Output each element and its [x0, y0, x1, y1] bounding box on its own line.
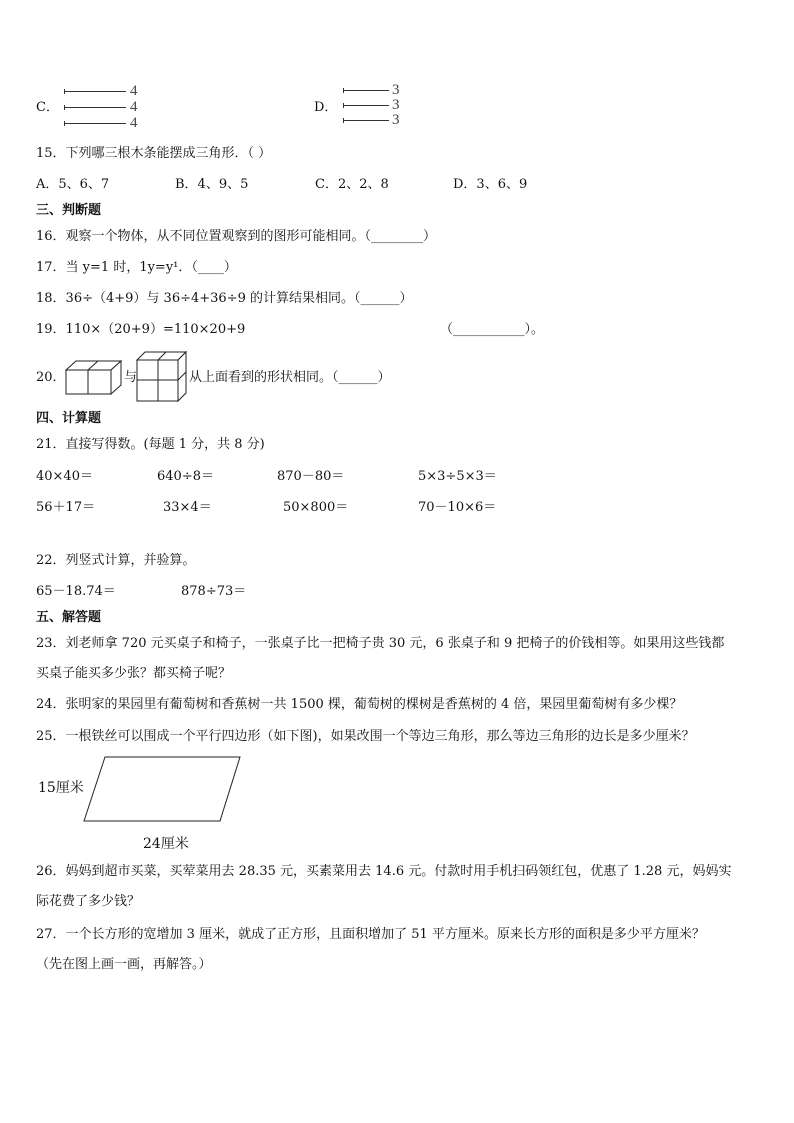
stick-end — [64, 105, 65, 110]
stick-end — [343, 118, 344, 123]
option-c-label: C． — [36, 100, 59, 115]
question-18: 18．36÷（4+9）与 36÷4+36÷9 的计算结果相同。（______） — [36, 291, 413, 306]
section-title-calculation: 四、计算题 — [36, 411, 102, 426]
stick-end — [343, 103, 344, 108]
question-16: 16．观察一个物体，从不同位置观察到的图形可能相同。（________） — [36, 229, 437, 244]
side-length-label: 15厘米 — [38, 780, 84, 796]
question-23-line2: 买桌子能买多少张？都买椅子呢？ — [36, 666, 232, 681]
calc-item: 870－80＝ — [277, 469, 345, 484]
question-22: 22．列竖式计算，并验算。 — [36, 553, 196, 568]
calc-item: 40×40＝ — [36, 469, 93, 484]
question-27-line2: （先在图上画一画，再解答。） — [36, 957, 212, 972]
option-d: D．3、6、9 — [453, 177, 528, 192]
calc-item: 65－18.74＝ — [36, 584, 116, 599]
stick-end — [343, 88, 344, 93]
question-21: 21．直接写得数。(每题 1 分，共 8 分) — [36, 437, 265, 452]
option-d-label: D． — [314, 100, 338, 115]
option-b: B．4、9、5 — [175, 177, 249, 192]
stick — [343, 105, 389, 106]
calc-item: 70－10×6＝ — [418, 500, 497, 515]
calc-item: 878÷73＝ — [181, 584, 247, 599]
calc-item: 5×3÷5×3＝ — [418, 469, 497, 484]
stick-end — [64, 89, 65, 94]
calc-item: 33×4＝ — [163, 500, 212, 515]
stick — [64, 107, 126, 108]
question-20-and: 与 — [124, 370, 138, 385]
stick-length: 4 — [130, 115, 138, 131]
calc-item: 56＋17＝ — [36, 500, 96, 515]
section-title-judgement: 三、判断题 — [36, 203, 102, 218]
stick-length: 4 — [130, 83, 138, 99]
stick — [64, 123, 126, 124]
stick — [343, 90, 389, 91]
stick — [64, 91, 126, 92]
question-20: 从上面看到的形状相同。（______） — [189, 370, 391, 385]
calc-item: 50×800＝ — [283, 500, 349, 515]
stick-length: 3 — [392, 97, 400, 113]
stick-length: 4 — [130, 99, 138, 115]
question-26-line1: 26．妈妈到超市买菜，买荤菜用去 28.35 元，买素菜用去 14.6 元。付款时用手机扫码领红包，优惠了 1.28 元，妈妈实 — [36, 864, 732, 879]
question-19-blank: （___________）。 — [440, 322, 545, 337]
option-c: C．2、2、8 — [315, 177, 389, 192]
section-title-word-problems: 五、解答题 — [36, 610, 102, 625]
parallelogram — [80, 755, 245, 825]
question-25: 25．一根铁丝可以围成一个平行四边形（如下图)，如果改围一个等边三角形，那么等边三角形的边长是多少厘米？ — [36, 729, 695, 744]
question-24: 24．张明家的果园里有葡萄树和香蕉树一共 1500 棵，葡萄树的棵树是香蕉树的 4 倍，果园里葡萄树有多少棵？ — [36, 697, 683, 712]
stick-length: 3 — [392, 82, 400, 98]
question-15: 15．下列哪三根木条能摆成三角形．（ ） — [36, 146, 272, 161]
cube-drawing — [65, 360, 123, 396]
option-a: A．5、6、7 — [36, 177, 110, 192]
calc-item: 640÷8＝ — [157, 469, 214, 484]
stick-length: 3 — [392, 112, 400, 128]
question-20-number: 20． — [36, 370, 66, 385]
stick-end — [64, 121, 65, 126]
stick — [343, 120, 389, 121]
base-length-label: 24厘米 — [143, 836, 189, 852]
question-19: 19．110×（20+9）=110×20+9 — [36, 322, 246, 337]
question-17: 17．当 y=1 时，1y=y¹．（____） — [36, 260, 237, 275]
question-23-line1: 23．刘老师拿 720 元买桌子和椅子，一张桌子比一把椅子贵 30 元，6 张桌子和 9 把椅子的价钱相等。如果用这些钱都 — [36, 636, 725, 651]
question-26-line2: 际花费了多少钱？ — [36, 894, 141, 909]
cube-stack-drawing — [136, 351, 188, 403]
question-27-line1: 27．一个长方形的宽增加 3 厘米，就成了正方形，且面积增加了 51 平方厘米。原来长方形的面积是多少平方厘米？ — [36, 927, 705, 942]
